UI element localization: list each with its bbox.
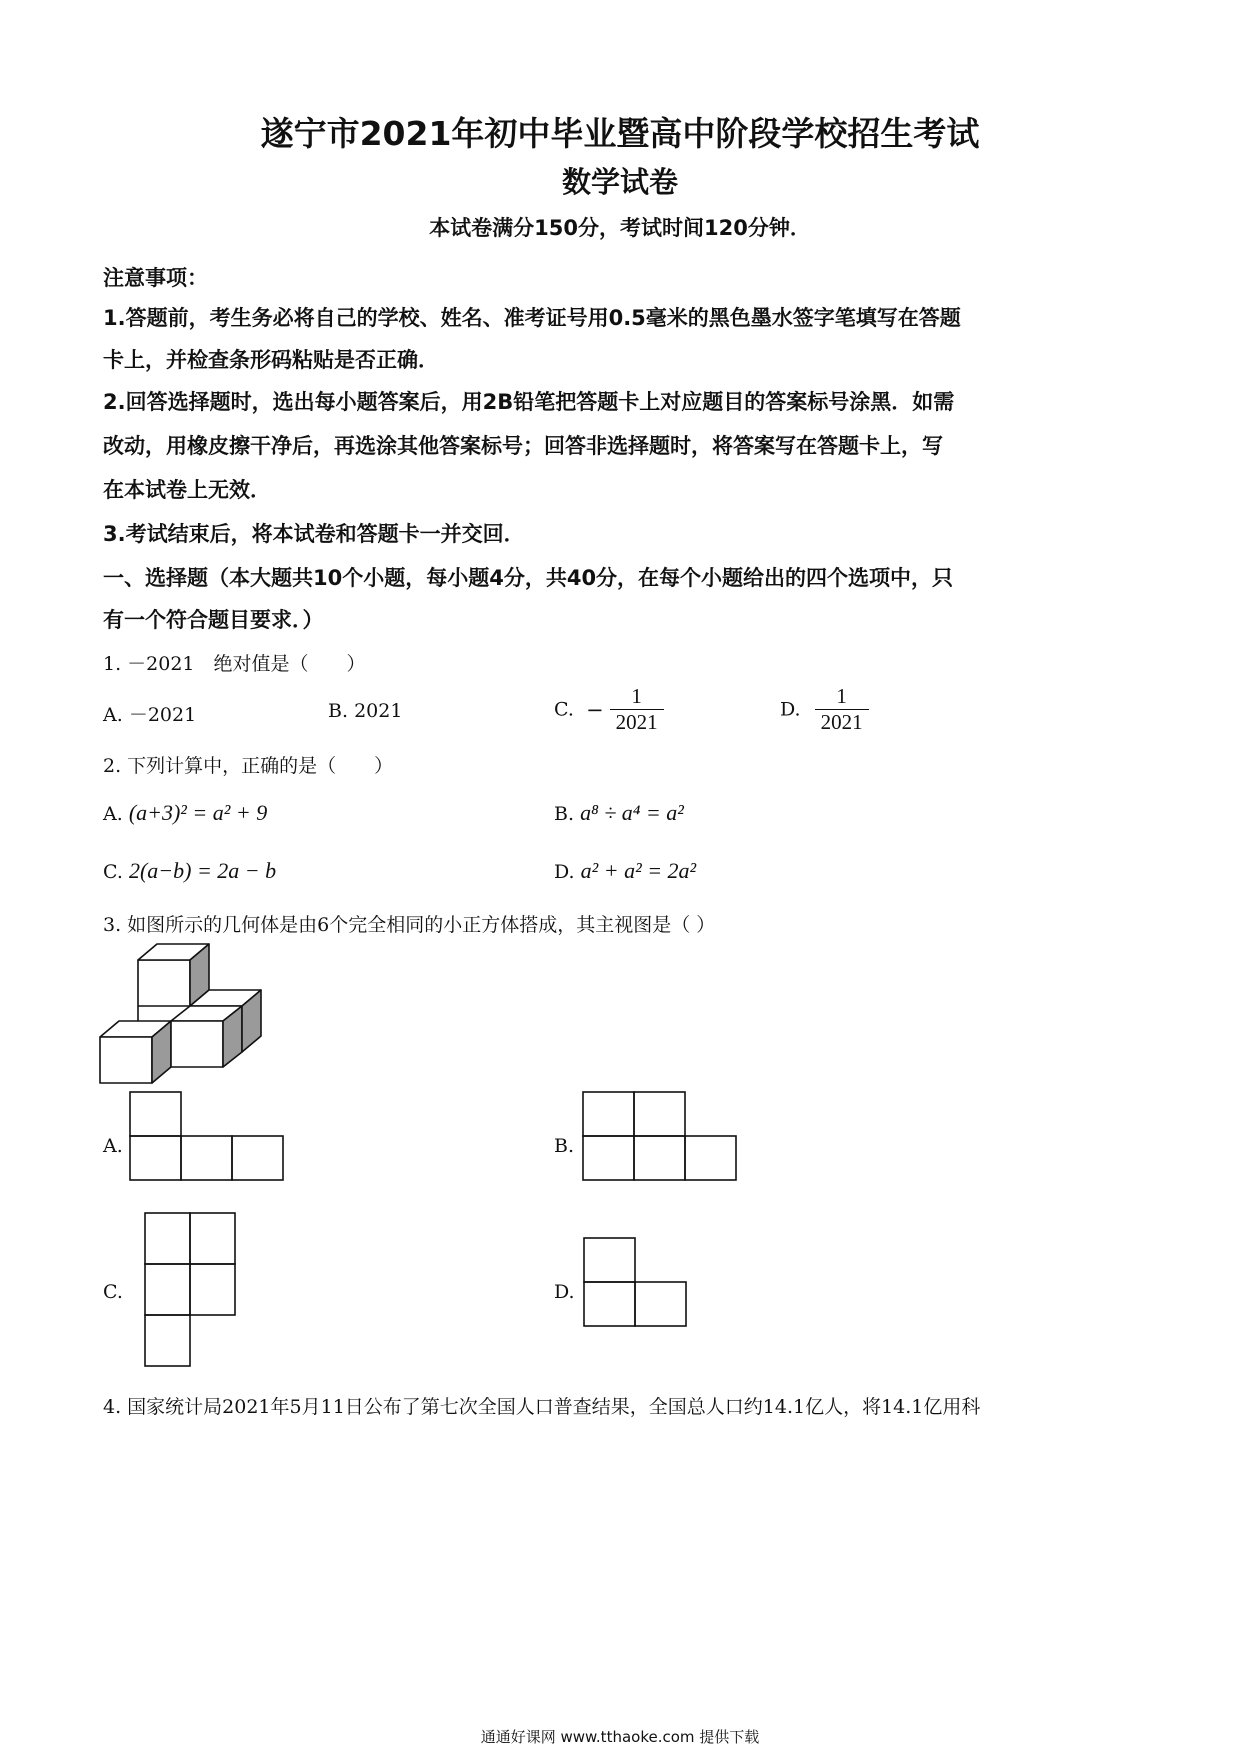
fraction <box>815 684 869 735</box>
q3-option-c-view <box>145 1213 237 1368</box>
cube-figure <box>95 940 285 1090</box>
question-3-stem: 3. 如图所示的几何体是由6个完全相同的小正方体搭成，其主视图是（ ） <box>103 914 716 936</box>
question-1-stem: 1. －2021 绝对值是（ ） <box>103 653 366 675</box>
cube-front-face <box>171 1021 223 1067</box>
option-label: B. <box>554 803 575 825</box>
option-label: A. <box>103 803 123 825</box>
fraction-numerator: 1 <box>836 684 847 708</box>
exam-subtitle: 数学试卷 <box>561 165 678 199</box>
section-heading: 有一个符合题目要求．） <box>103 608 324 632</box>
notice-line: 卡上，并检查条形码粘贴是否正确． <box>103 348 439 372</box>
q3-option-d-label: D. <box>554 1281 575 1303</box>
fraction-sign: − <box>585 697 604 722</box>
q3-option-a-view <box>130 1092 285 1182</box>
q3-option-b-label: B. <box>554 1135 575 1157</box>
fraction-numerator: 1 <box>631 684 642 708</box>
math-expression: a² + a² = 2a² <box>580 858 697 883</box>
section-heading: 一、选择题（本大题共10个小题，每小题4分，共40分，在每个小题给出的四个选项中，只 <box>103 566 954 590</box>
q2-option-b <box>554 800 684 826</box>
option-label: C. <box>103 861 123 883</box>
q3-option-c-label: C. <box>103 1281 123 1303</box>
option-value: 2021 <box>354 700 403 722</box>
notice-heading: 注意事项： <box>103 266 208 290</box>
notice-line: 在本试卷上无效． <box>103 478 271 502</box>
fraction-denominator: 2021 <box>815 709 869 735</box>
math-expression: 2(a−b) = 2a − b <box>128 858 277 883</box>
q3-option-d-view <box>584 1238 688 1330</box>
q1-option-d <box>780 684 869 735</box>
math-expression: a⁸ ÷ a⁴ = a² <box>580 800 684 825</box>
math-expression: (a+3)² = a² + 9 <box>128 800 268 825</box>
option-label: A. <box>103 704 123 726</box>
q2-option-d <box>554 858 696 884</box>
q1-option-a <box>103 700 196 727</box>
option-label: D. <box>780 698 801 721</box>
q2-option-c <box>103 858 276 884</box>
question-2-stem: 2. 下列计算中，正确的是（ ） <box>103 755 394 777</box>
fraction-denominator: 2021 <box>610 709 664 735</box>
cube-front-face <box>100 1037 152 1083</box>
page-footer: 通通好课网 www.tthaoke.com 提供下载 <box>480 1728 760 1746</box>
q1-option-c <box>554 684 664 735</box>
q3-option-b-view <box>583 1092 738 1182</box>
exam-info: 本试卷满分150分，考试时间120分钟． <box>429 216 811 240</box>
option-label: D. <box>554 861 575 883</box>
fraction <box>610 684 664 735</box>
question-4-stem: 4. 国家统计局2021年5月11日公布了第七次全国人口普查结果，全国总人口约14.1亿人，将14.1亿用科 <box>103 1396 981 1418</box>
notice-line: 改动，用橡皮擦干净后，再选涂其他答案标号；回答非选择题时，将答案写在答题卡上，写 <box>103 434 943 458</box>
option-label: C. <box>554 698 574 721</box>
q3-option-a-label: A. <box>103 1135 123 1157</box>
notice-line: 2.回答选择题时，选出每小题答案后，用2B铅笔把答题卡上对应题目的答案标号涂黑．如需 <box>103 390 955 414</box>
option-label: B. <box>328 700 349 722</box>
option-value: －2021 <box>128 704 197 726</box>
notice-line: 1.答题前，考生务必将自己的学校、姓名、准考证号用0.5毫米的黑色墨水签字笔填写在答题 <box>103 306 961 330</box>
notice-line: 3.考试结束后，将本试卷和答题卡一并交回． <box>103 522 525 546</box>
q1-option-b <box>328 700 402 722</box>
cube-front-face <box>138 960 190 1006</box>
q2-option-a <box>103 800 267 826</box>
exam-title: 遂宁市2021年初中毕业暨高中阶段学校招生考试 <box>260 114 980 153</box>
